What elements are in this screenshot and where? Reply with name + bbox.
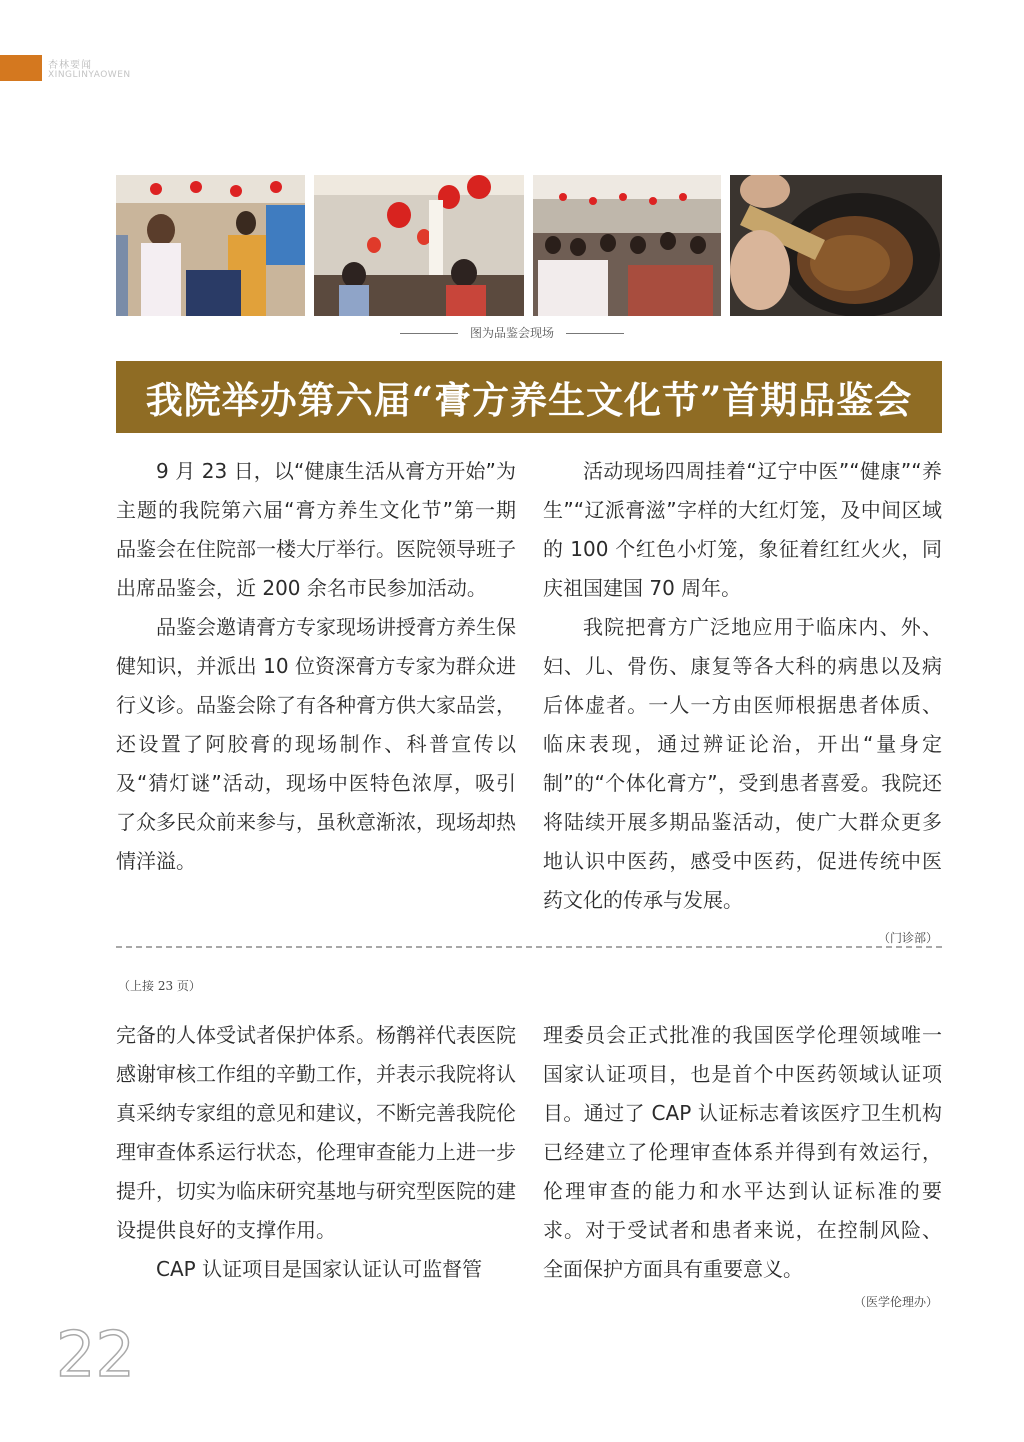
photo-ointment-pot [730,175,942,316]
article1-paragraph: 9 月 23 日，以“健康生活从膏方开始”为主题的我院第六届“膏方养生文化节”第一期品鉴会在住院部一楼大厅举行。医院领导班子出席品鉴会，近 200 余名市民参加活动。 [116,459,516,600]
article2-paragraph: 完备的人体受试者保护体系。杨鹡祥代表医院感谢审核工作组的辛勤工作，并表示我院将认真采纳专家组的意见和建议，不断完善我院伦理审查体系运行状态，伦理审查能力上进一步提升，切实为临床研究基地与研究型医院的建设提供良好的支撑作用。 [116,1023,516,1242]
article1-paragraph: 活动现场四周挂着“辽宁中医”“健康”“养生”“辽派膏滋”字样的大红灯笼，及中间区域的 100 个红色小灯笼，象征着红红火火，同庆祖国建国 70 周年。 [543,459,942,600]
photo-strip [116,175,942,316]
section-title-pinyin: XINGLINYAOWEN [48,70,131,80]
caption-rule-left [400,333,458,334]
article2-paragraph: CAP 认证项目是国家认证认可监督管 [156,1257,483,1281]
section-divider [116,946,942,948]
article1-right-column [543,452,942,920]
photo-expo-hall [116,175,305,316]
continued-note: （上接 23 页） [118,979,201,993]
header-accent-bar [0,55,42,81]
article2-left-column [116,1016,516,1289]
section-title: 杏林要闻 [48,60,92,71]
photo-crowd-tasting [533,175,721,316]
caption-text: 图为品鉴会现场 [469,326,554,340]
photo-red-lanterns [314,175,524,316]
article1-paragraph: 品鉴会邀请膏方专家现场讲授膏方养生保健知识，并派出 10 位资深膏方专家为群众进行义诊。品鉴会除了有各种膏方供大家品尝，还设置了阿胶膏的现场制作、科普宣传以及“猜灯谜”活动，现场中医特色浓厚，吸引了众多民众前来参与，虽秋意渐浓，现场却热情洋溢。 [116,615,516,873]
article-title-band [116,361,942,433]
article1-paragraph: 我院把膏方广泛地应用于临床内、外、妇、儿、骨伤、康复等各大科的病患以及病后体虚者。一人一方由医师根据患者体质、临床表现，通过辨证论治，开出“量身定制”的“个体化膏方”，受到患者喜爱。我院还将陆续开展多期品鉴活动，使广大群众更多地认识中医药，感受中医药，促进传统中医药文化的传承与发展。 [543,615,942,912]
article1-left-column [116,452,516,881]
article2-right-column [543,1016,942,1289]
caption-rule-right [566,333,624,334]
page-number: 22 [56,1318,135,1391]
article2-signature: （医学伦理办） [853,1295,938,1309]
article-title: 我院举办第六届“膏方养生文化节”首期品鉴会 [145,378,913,422]
article1-signature: （门诊部） [877,931,938,945]
article2-paragraph: 理委员会正式批准的我国医学伦理领域唯一国家认证项目，也是首个中医药领域认证项目。通过了 CAP 认证标志着该医疗卫生机构已经建立了伦理审查体系并得到有效运行，伦理审查的能力和水平达到认证标准的要求。对于受试者和患者来说，在控制风险、全面保护方面具有重要意义。 [543,1023,942,1281]
photo-caption [0,324,1024,341]
